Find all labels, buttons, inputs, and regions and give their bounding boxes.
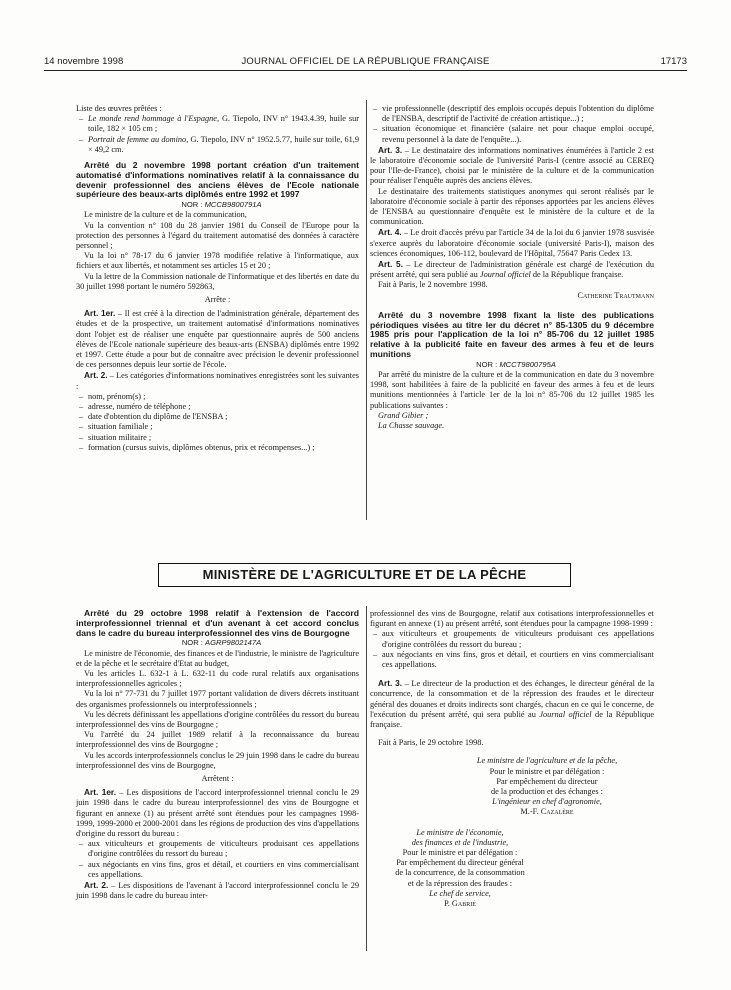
works-list <box>76 114 359 155</box>
article-2: Art. 2. – Les dispositions de l'avenant à l'accord interprofessionnel conclu le 29 juin 1998 dans le cadre du bureau inter- <box>76 880 359 901</box>
list-item: – aux négociants en vins fins, gros et détail, et courtiers en vins commercialisant ces appellations. <box>382 650 654 670</box>
info-categories-list-cont <box>370 104 654 145</box>
top-right-column <box>370 104 654 431</box>
nor-reference: NOR : MCCB9800791A <box>181 200 262 210</box>
list-item: – adresse, numéro de téléphone ; <box>88 402 359 412</box>
beneficiaries-list <box>76 839 359 880</box>
publication-item: Grand Gibier ; <box>378 410 429 420</box>
list-item: – vie professionnelle (descriptif des emplois occupés depuis l'obtention du diplôme de l'ENSBA, descriptif de l'activité de création artistique...) ; <box>382 104 654 124</box>
decree-title: Arrêté du 3 novembre 1998 fixant la liste des publications périodiques visées au titre Ier du décret n° 85-1305 du 9 décembre 1985 pris pour l'application de la loi n° 85-706 du 12 juillet 1985 relative à la publicité faite en faveur des armes à feu et de leurs munitions <box>370 309 654 360</box>
paragraph: Le ministre de l'économie, des finances et de l'industrie, le ministre de l'agriculture et de la pêche et le secrétaire d'Etat au budget, <box>76 648 359 668</box>
paragraph: Le destinataire des traitements statistiques anonymes qui seront réalisés par le laboratoire d'économie sociale à partir des réponses apportées par les anciens élèves de l'ENSBA au questionnaire d'enquête est le ministère de la culture et de la communication. <box>370 186 654 227</box>
header-journal-title: JOURNAL OFFICIEL DE LA RÉPUBLIQUE FRANÇAISE <box>241 56 490 67</box>
article-1: Art. 1er. – Les dispositions de l'accord interprofessionnel triennal conclu le 29 juin 1998 dans le cadre du bureau interprofessionnel des vins de Bourgogne et figurant en annexe (1) au présent arrêté sont étendues pour les campagnes 1998-1999, 1999-2000 et 2000-2001 dans les régions de production des vins d'appellations d'origine du ressort du bureau : <box>76 787 359 839</box>
arretent-heading: Arrêtent : <box>201 774 234 784</box>
list-item: – situation militaire ; <box>88 433 359 443</box>
work-item: – Le monde rend hommage à l'Espagne, G. Tiepolo, INV n° 1943.4.39, huile sur toile, 182 × 105 cm ; <box>88 114 359 134</box>
list-item: – nom, prénom(s) ; <box>88 392 359 402</box>
paragraph: Le ministre de la culture et de la communication, <box>84 210 247 220</box>
article-3: Art. 3. – Le directeur de la production et des échanges, le directeur général de la concurrence, de la consommation et de la répression des fraudes et le directeur général des douanes et droits indirects sont chargés, chacun en ce qui le concerne, de l'exécution du présent arrêté, qui sera publié au Journal officiel de la République française. <box>370 678 654 730</box>
paragraph: Vu la lettre de la Commission nationale de l'informatique et des libertés en date du 30 juillet 1998 portant le numéro 592863, <box>76 271 359 291</box>
article-3: Art. 3. – Le destinataire des informations nominatives énumérées à l'article 2 est le laboratoire d'économie sociale de l'université Paris-I (centre associé au CEREQ pour l'Ile-de-France), choisi par le ministère de la culture et de la communication pour réaliser l'enquête auprès des anciens élèves. <box>370 144 654 186</box>
column-divider <box>366 100 367 520</box>
bottom-right-column <box>370 609 654 909</box>
beneficiaries-list <box>370 629 654 670</box>
fait-date: Fait à Paris, le 29 octobre 1998. <box>378 738 484 748</box>
signature: Catherine Trautmann <box>577 290 654 300</box>
paragraph: professionnel des vins de Bourgogne, relatif aux cotisations interprofessionnelles et figurant en annexe (1) au présent arrêté, sont étendues pour la campagne 1998-1999 : <box>370 609 654 629</box>
page-header <box>44 56 687 71</box>
paragraph: Vu la loi n° 77-731 du 7 juillet 1977 portant validation de divers décrets instituant des organismes professionnels ou interprofessionnels ; <box>76 689 359 709</box>
nor-reference: NOR : AGRP9802147A <box>181 638 262 648</box>
list-item: – situation familiale ; <box>88 422 359 432</box>
article-4: Art. 4. – Le droit d'accès prévu par l'article 34 de la loi du 6 janvier 1978 susvisée s'exerce auprès du laboratoire d'économie sociale (université Paris-I), maison des sciences économiques, 106-112, boulevard de l'Hôpital, 75647 Paris Cedex 13. <box>370 227 654 258</box>
list-item: – date d'obtention du diplôme de l'ENSBA ; <box>88 412 359 422</box>
header-page-number: 17173 <box>660 56 687 67</box>
paragraph: Par arrêté du ministre de la culture et de la communication en date du 3 novembre 1998, sont habilitées à faire de la publicité en faveur des armes à feu et de leurs munitions mentionnées à l'article 1er de la loi n° 85-706 du 12 juillet 1985 les publications suivantes : <box>370 370 654 410</box>
article-1: Art. 1er. – Il est créé à la direction de l'administration générale, département des études et de la prospective, un traitement automatisé d'informations nominatives dont l'objet est de réaliser une enquête par questionnaire auprès de 500 anciens élèves de l'Ecole nationale supérieure des beaux-arts (ENSBA) diplômés entre 1992 et 1997. Cette étude a pour but de connaître avec précision le devenir professionnel de ces personnes depuis leur sortie de l'école. <box>76 308 359 370</box>
fait-date: Fait à Paris, le 2 novembre 1998. <box>378 280 488 290</box>
info-categories-list <box>76 392 359 453</box>
column-divider <box>366 606 367 951</box>
article-5: Art. 5. – Le directeur de l'administration générale est chargé de l'exécution du présent arrêté, qui sera publié au Journal officiel de la République française. <box>370 259 654 280</box>
top-left-column <box>76 104 359 453</box>
list-item: – formation (cursus suivis, diplômes obtenus, prix et récompenses...) ; <box>88 443 359 453</box>
ministry-banner: MINISTÈRE DE L'AGRICULTURE ET DE LA PÊCHE <box>158 563 571 587</box>
paragraph: Vu l'arrêté du 24 juillet 1989 relatif à la reconnaissance du bureau interprofessionnel des vins de Bourgogne ; <box>76 730 359 750</box>
work-item: – Portrait de femme au domino, G. Tiepolo, INV n° 1952.5.77, huile sur toile, 61,9 × 49,2 cm. <box>88 135 359 155</box>
signature-block-economy: Le ministre de l'économie, des finances et de l'industrie, Pour le ministre et par délégation : Par empêchement du directeur général de la concurrence, de la consommation et de la répression des fraudes : Le chef de service, P. Gabrié <box>395 827 525 909</box>
list-item: – aux négociants en vins fins, gros et détail, et courtiers en vins commercialisant ces appellations. <box>88 860 359 880</box>
publication-item: La Chasse sauvage. <box>378 421 445 431</box>
bottom-left-column <box>76 609 359 901</box>
list-item: – aux viticulteurs et groupements de viticulteurs produisant ces appellations d'origine contrôlées du ressort du bureau ; <box>382 629 654 649</box>
works-list-intro: Liste des œuvres prêtées : <box>76 104 162 113</box>
list-item: – situation économique et financière (salaire net pour chaque emploi occupé, revenu personnel à la date de l'enquête...). <box>382 124 654 144</box>
nor-reference: NOR : MCCT9800795A <box>476 359 556 369</box>
paragraph: Vu la convention n° 108 du 28 janvier 1981 du Conseil de l'Europe pour la protection des personnes à l'égard du traitement automatisé des données à caractère personnel ; <box>76 220 359 251</box>
article-2: Art. 2. – Les catégories d'informations nominatives enregistrées sont les suivantes : <box>76 370 359 391</box>
list-item: – aux viticulteurs et groupements de viticulteurs produisant ces appellations d'origine contrôlées du ressort du bureau ; <box>88 839 359 859</box>
paragraph: Vu les décrets définissant les appellations d'origine contrôlées du ressort du bureau interprofessionnel des vins de Bourgogne ; <box>76 709 359 730</box>
decree-title: Arrêté du 29 octobre 1998 relatif à l'extension de l'accord interprofessionnel triennal et d'un avenant à cet accord conclus dans le cadre du bureau interprofessionnel des vins de Bourgogne <box>76 608 359 638</box>
arrete-heading: Arrête : <box>204 295 231 305</box>
paragraph: Vu la loi n° 78-17 du 6 janvier 1978 modifiée relative à l'informatique, aux fichiers et aux libertés, et notamment ses articles 15 et 20 ; <box>76 251 359 271</box>
paragraph: Vu les accords interprofessionnels conclus le 29 juin 1998 dans le cadre du bureau interprofessionnel des vins de Bourgogne, <box>76 750 359 770</box>
header-date: 14 novembre 1998 <box>44 56 124 67</box>
paragraph: Vu les articles L. 632-1 à L. 632-11 du code rural relatifs aux organisations interprofessionnelles agricoles ; <box>76 669 359 689</box>
signature-block-agriculture: Le ministre de l'agriculture et de la pêche, Pour le ministre et par délégation : Par empêchement du directeur de la production et des échanges : L'ingénieur en chef d'agronomie, M.-F. Cazalère <box>476 756 618 817</box>
decree-title: Arrêté du 2 novembre 1998 portant création d'un traitement automatisé d'informations nominatives relatif à la connaissance du devenir professionnel des anciens élèves de l'Ecole nationale supérieure des beaux-arts diplômés entre 1992 et 1997 <box>76 160 359 200</box>
